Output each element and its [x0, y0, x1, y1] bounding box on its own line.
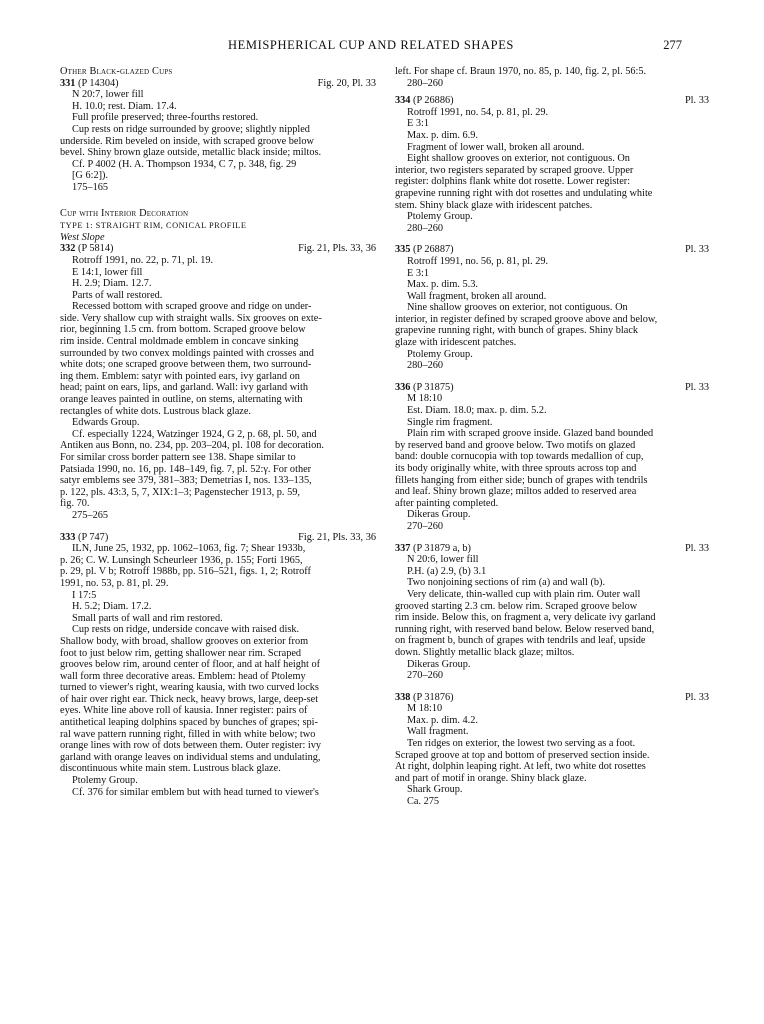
inventory-number: (P 26886) — [413, 95, 454, 107]
figure-reference: Pl. 33 — [684, 95, 709, 107]
entry-line: orange lines with row of dots between them. Outer register: ivy — [60, 740, 322, 752]
entry-line: left. For shape cf. Braun 1970, no. 85, p. 140, fig. 2, pl. 56:5. — [395, 66, 647, 77]
entry-line: [G 6:2]). — [72, 170, 109, 182]
entry-number: 335 — [395, 244, 411, 256]
page-number: 277 — [663, 38, 682, 52]
entry-line: At right, dolphin leaping right. At left, two white dot rosettes — [395, 761, 646, 773]
catalog-entry-331 — [60, 78, 376, 194]
catalog-entry-336 — [395, 382, 709, 533]
figure-reference: Pl. 33 — [684, 542, 709, 554]
entry-line: discontinuous white main stem. Lustrous black glaze. — [60, 763, 281, 775]
entry-line: P.H. (a) 2.9, (b) 3.1 — [407, 565, 487, 577]
entry-line: Rotroff 1991, no. 54, p. 81, pl. 29. — [407, 106, 549, 118]
entry-date: 280–260 — [407, 360, 444, 372]
entry-line: ing them. Emblem: satyr with pointed ears, ivy garland on — [60, 370, 300, 382]
entry-line: Patsiada 1990, no. 16, pp. 148–149, fig. 7, pl. 52:γ. For other — [60, 463, 312, 475]
entry-group: Shark Group. — [407, 784, 463, 796]
entry-line: Full profile preserved; three-fourths restored. — [72, 112, 259, 124]
catalog-entry-338 — [395, 692, 709, 808]
entry-header — [60, 243, 376, 255]
entry-line: H. 5.2; Diam. 17.2. — [72, 601, 152, 613]
entry-line: white dots; one scraped groove between them, two surround- — [60, 359, 312, 371]
entry-line: M 18:10 — [407, 393, 443, 405]
entry-line: grapevine running right, with bunch of grapes. Shiny black — [395, 325, 639, 337]
entry-line: Eight shallow grooves on exterior, not contiguous. On — [407, 153, 630, 165]
entry-number: 334 — [395, 95, 411, 107]
entry-line: Max. p. dim. 5.3. — [407, 279, 478, 291]
entry-line: grapevine running right with dot rosettes and undulating white — [395, 187, 653, 199]
entry-line: down. Slightly metallic black glaze; miltos. — [395, 646, 575, 658]
entry-group: Edwards Group. — [72, 417, 140, 429]
entry-date: 280–260 — [407, 222, 444, 234]
catalog-entry-333 — [60, 532, 376, 799]
catalog-entry-337 — [395, 543, 709, 682]
left-column — [60, 66, 376, 798]
figure-reference: Pl. 33 — [684, 244, 709, 256]
running-title: HEMISPHERICAL CUP AND RELATED SHAPES — [228, 38, 514, 52]
entry-line: Shallow body, with broad, shallow grooves on exterior from — [60, 635, 309, 647]
entry-line: orange leaves painted in outline, on stems, alternating with — [60, 394, 303, 406]
entry-line: foot to just below rim, getting shallower near rim. Scraped — [60, 647, 302, 659]
catalog-entry-332 — [60, 243, 376, 521]
entry-line: Wall fragment, broken all around. — [407, 290, 547, 302]
entry-line: rectangles of white dots. Lustrous black glaze. — [60, 405, 252, 417]
figure-reference: Fig. 21, Pls. 33, 36 — [298, 531, 376, 543]
entry-line: H. 10.0; rest. Diam. 17.4. — [72, 100, 177, 112]
entry-number: 331 — [60, 77, 76, 89]
entry-line: interior, two registers separated by scraped groove. Upper — [395, 164, 634, 176]
entry-number: 337 — [395, 542, 411, 554]
entry-line: p. 26; C. W. Lunsingh Scheurleer 1936, p. 155; Forti 1965, — [60, 554, 303, 566]
entry-group: Ptolemy Group. — [72, 775, 138, 787]
entry-line: Nine shallow grooves on exterior, not contiguous. On — [407, 302, 628, 314]
entry-line: Ten ridges on exterior, the lowest two serving as a foot. — [407, 738, 636, 750]
entry-line: Cf. 376 for similar emblem but with head turned to viewer's — [72, 786, 319, 798]
entry-header — [60, 532, 376, 544]
entry-line: glaze with iridescent patches. — [395, 337, 517, 349]
figure-reference: Pl. 33 — [684, 691, 709, 703]
entry-line: Wall fragment. — [407, 726, 469, 738]
entry-date: 270–260 — [407, 670, 444, 682]
entry-line: Cup rests on ridge, underside concave with raised disk. — [72, 624, 300, 636]
entry-line: rim inside. Below this, on fragment a, very delicate ivy garland — [395, 612, 656, 624]
entry-line: surrounded by two convex moldings painted with crosses and — [60, 347, 314, 359]
entry-line: underside. Rim beveled on inside, with scraped groove below — [60, 135, 314, 147]
entry-date: Ca. 275 — [407, 796, 440, 808]
entry-line: satyr emblems see 379, 381–383; Demetrias I, nos. 133–135, — [60, 475, 312, 487]
figure-reference: Pl. 33 — [684, 381, 709, 393]
entry-line: Recessed bottom with scraped groove and ridge on under- — [72, 301, 312, 313]
entry-line: its body originally white, with three sprouts across top and — [395, 463, 637, 474]
entry-line: I 17:5 — [72, 589, 97, 601]
style-heading: West Slope — [60, 231, 105, 243]
entry-header — [395, 692, 709, 704]
entry-group: Ptolemy Group. — [407, 211, 473, 223]
entry-line: Max. p. dim. 6.9. — [407, 129, 478, 141]
entry-line: For similar cross border pattern see 138. Shape similar to — [60, 452, 296, 463]
entry-line: Plain rim with scraped groove inside. Glazed band bounded — [407, 428, 654, 440]
entry-line: ILN, June 25, 1932, pp. 1062–1063, fig. 7; Shear 1933b, — [72, 543, 306, 555]
entry-header — [395, 382, 709, 394]
entry-line: p. 29, pl. V b; Rotroff 1988b, pp. 516–521, figs. 1, 2; Rotroff — [60, 566, 311, 578]
entry-line: garland with orange leaves on individual stems and undulating, — [60, 751, 321, 763]
entry-line: Single rim fragment. — [407, 416, 493, 428]
inventory-number: (P 31879 a, b) — [413, 542, 471, 554]
inventory-number: (P 14304) — [78, 77, 119, 89]
entry-line: fillets hanging from either side; bunch of grapes with tendrils — [395, 474, 648, 486]
entry-header — [395, 244, 709, 256]
entry-group: Dikeras Group. — [407, 509, 471, 521]
entry-header — [60, 78, 376, 90]
inventory-number: (P 747) — [78, 531, 109, 543]
entry-line: Cup rests on ridge surrounded by groove; slightly nippled — [72, 123, 310, 135]
entry-line: antithetical leaping dolphins spaced by bunches of grapes; spi- — [60, 717, 318, 729]
entry-line: rior, beginning 1.5 cm. from bottom. Scraped groove below — [60, 324, 306, 336]
section-heading: Other Black-glazed Cups — [60, 66, 173, 77]
entry-line: grooved starting 2.3 cm. below rim. Scraped groove below — [395, 600, 638, 612]
entry-line: E 14:1, lower fill — [72, 266, 143, 278]
entry-line: p. 122, pls. 43:3, 5, 7, XIX:1–3; Pagenstecher 1913, p. 59, — [60, 486, 300, 498]
entry-line: Small parts of wall and rim restored. — [72, 612, 223, 624]
entry-line: Very delicate, thin-walled cup with plain rim. Outer wall — [407, 588, 641, 600]
entry-line: Rotroff 1991, no. 56, p. 81, pl. 29. — [407, 255, 549, 267]
entry-line: bevel. Shiny brown glaze outside, metallic black inside; miltos. — [60, 147, 322, 159]
inventory-number: (P 31875) — [413, 381, 454, 393]
entry-line: fig. 70. — [60, 498, 90, 510]
entry-line: rim inside. Central moldmade emblem in concave sinking — [60, 336, 299, 348]
entry-number: 336 — [395, 381, 411, 393]
entry-number: 333 — [60, 531, 76, 543]
entry-line: running right, with reserved band below. Below reserved band, — [395, 623, 655, 635]
figure-reference: Fig. 21, Pls. 33, 36 — [298, 243, 376, 255]
inventory-number: (P 26887) — [413, 244, 454, 256]
entry-line: register: dolphins flank white dot rosette. Lower register: — [395, 176, 631, 188]
figure-reference: Fig. 20, Pl. 33 — [317, 77, 376, 89]
entry-line: Cf. P 4002 (H. A. Thompson 1934, C 7, p. 348, fig. 29 — [72, 158, 297, 170]
entry-date: 280–260 — [407, 77, 444, 89]
entry-line: on fragment b, bunch of grapes with tendrils and leaf, upside — [395, 635, 646, 647]
entry-date: 175–165 — [72, 181, 109, 193]
inventory-number: (P 31876) — [413, 691, 454, 703]
entry-line: Antiken aus Bonn, no. 234, pp. 203–204, pl. 108 for decoration. — [60, 440, 324, 452]
entry-line: 1991, no. 53, p. 81, pl. 29. — [60, 577, 169, 589]
entry-line: stem. Shiny black glaze with iridescent patches. — [395, 199, 593, 211]
entry-line: turned to viewer's right, wearing kausia, with two curved locks — [60, 682, 319, 694]
entry-line: Scraped groove at top and bottom of preserved section inside. — [395, 749, 650, 761]
inventory-number: (P 5814) — [78, 243, 114, 255]
entry-line: wall form three decorative areas. Emblem: head of Ptolemy — [60, 670, 306, 682]
entry-line: after painting completed. — [395, 497, 499, 509]
entry-line: and part of motif in orange. Shiny black glaze. — [395, 772, 587, 784]
section-heading: Cup with Interior Decoration — [60, 207, 189, 219]
type-heading: TYPE 1: STRAIGHT RIM, CONICAL PROFILE — [60, 221, 247, 231]
entry-line: grooves below rim, around center of floor, and at half height of — [60, 659, 321, 671]
entry-number: 338 — [395, 691, 411, 703]
entry-date: 275–265 — [72, 509, 109, 521]
entry-line: of hair over right ear. Thick neck, heavy brows, large, deep-set — [60, 693, 319, 705]
right-column — [395, 66, 709, 808]
entry-line: side. Very shallow cup with straight walls. Six grooves on exte- — [60, 312, 322, 324]
entry-header — [395, 543, 709, 555]
entry-line: by reserved band and groove below. Two motifs on glazed — [395, 439, 636, 451]
entry-line: and leaf. Shiny brown glaze; miltos added to reserved area — [395, 486, 637, 498]
entry-line: Est. Diam. 18.0; max. p. dim. 5.2. — [407, 405, 547, 417]
entry-line: N 20:7, lower fill — [72, 89, 144, 101]
entry-number: 332 — [60, 243, 76, 255]
entry-line: Cf. especially 1224, Watzinger 1924, G 2, p. 68, pl. 50, and — [72, 428, 317, 440]
entry-group: Dikeras Group. — [407, 658, 471, 670]
catalog-entry-335 — [395, 244, 709, 372]
entry-line: H. 2.9; Diam. 12.7. — [72, 278, 152, 290]
entry-line: E 3:1 — [407, 267, 430, 279]
entry-line: E 3:1 — [407, 118, 430, 130]
entry-group: Ptolemy Group. — [407, 348, 473, 360]
entry-line: Rotroff 1991, no. 22, p. 71, pl. 19. — [72, 254, 214, 266]
entry-header — [395, 95, 709, 107]
entry-line: Fragment of lower wall, broken all around. — [407, 141, 585, 153]
entry-line: ral wave pattern running right, filled in with white below; two — [60, 728, 316, 740]
catalog-entry-334 — [395, 95, 709, 234]
entry-line: N 20:6, lower fill — [407, 554, 479, 566]
entry-line: M 18:10 — [407, 703, 443, 715]
entry-date: 270–260 — [407, 520, 444, 532]
entry-line: band: double cornucopia with top towards medallion of cup, — [395, 451, 644, 463]
entry-line: Parts of wall restored. — [72, 289, 163, 301]
running-head — [0, 38, 764, 54]
entry-line: head; paint on ears, lips, and garland. Wall: ivy garland with — [60, 382, 309, 394]
entry-line: Max. p. dim. 4.2. — [407, 714, 478, 726]
entry-line: eyes. White line above roll of kausia. Inner register: pairs of — [60, 705, 308, 717]
entry-line: Two nonjoining sections of rim (a) and wall (b). — [407, 577, 606, 589]
entry-line: interior, in register defined by scraped groove above and below, — [395, 313, 658, 325]
